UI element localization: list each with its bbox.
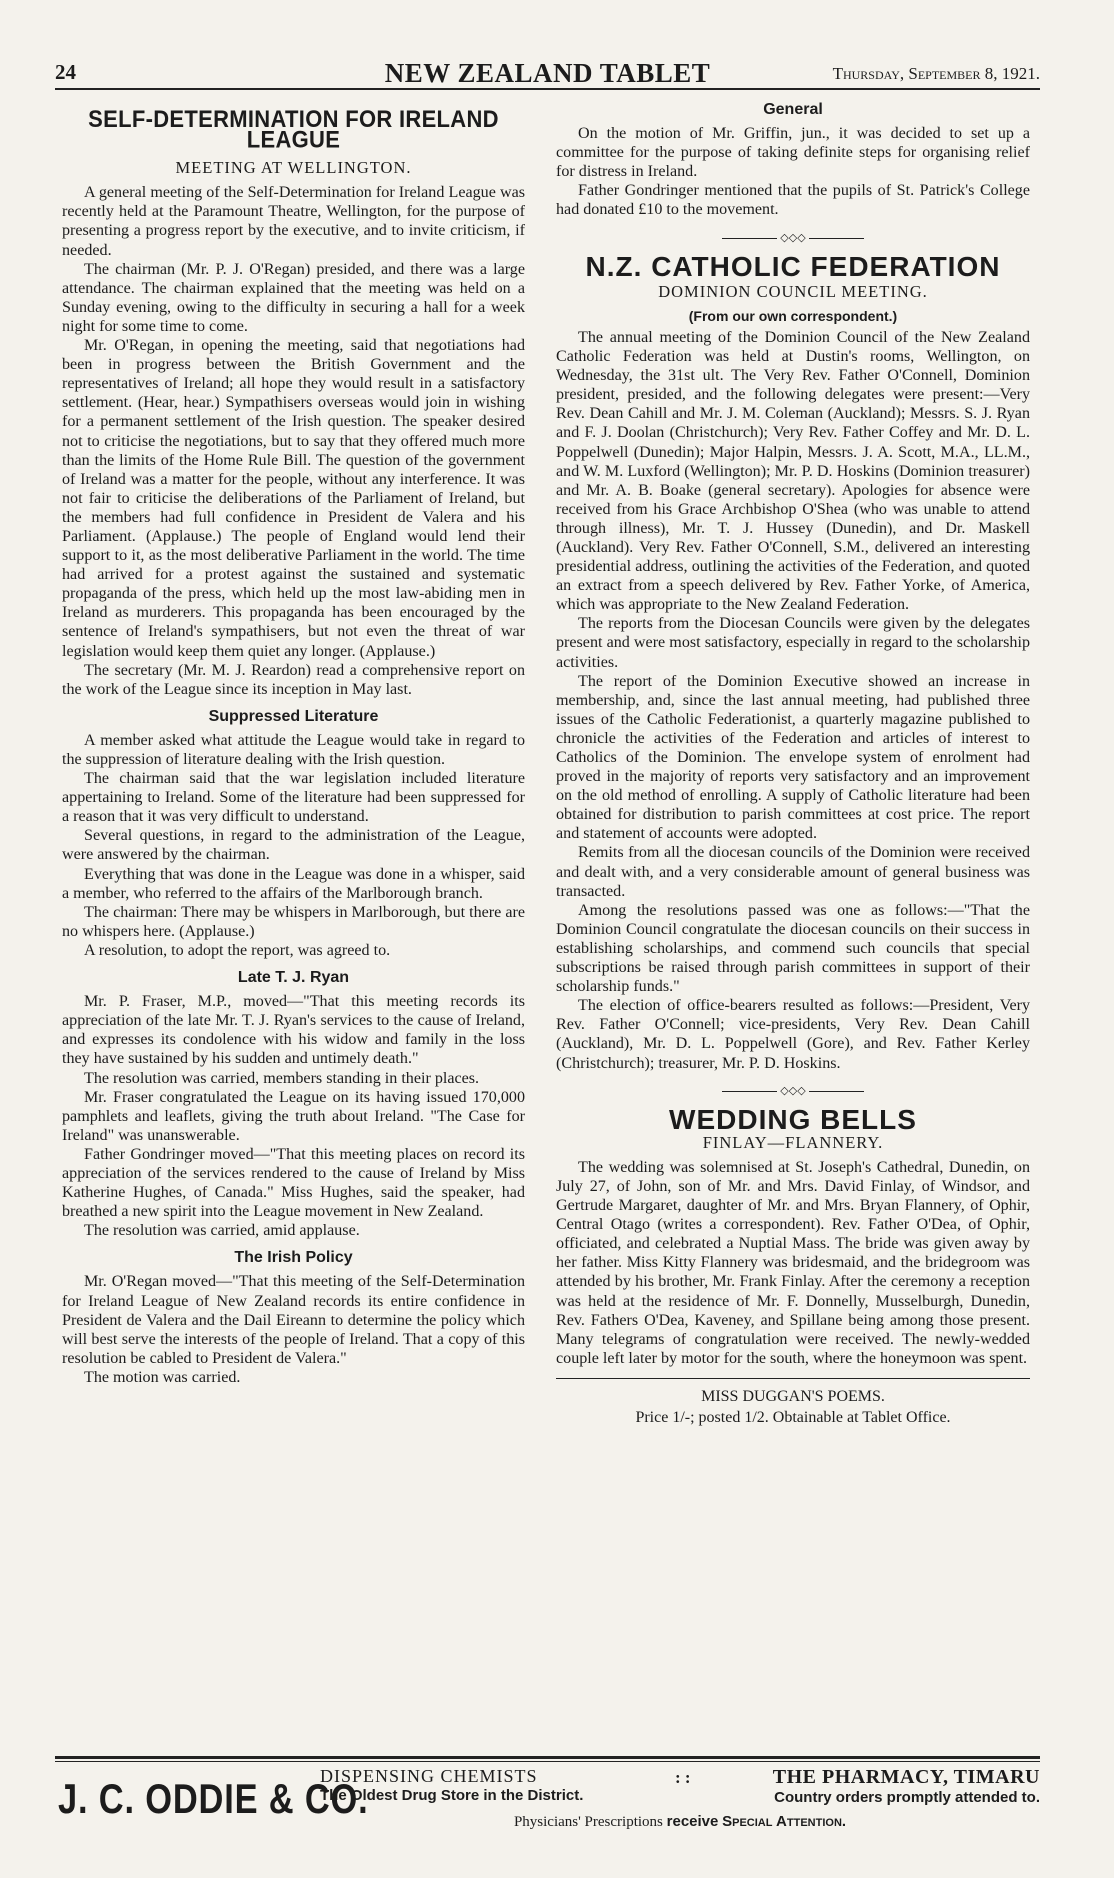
advert-special-attention: Special Attention. [722,1813,847,1830]
self-determination-headline: SELF-DETERMINATION FOR IRELAND LEAGUE [88,104,499,154]
left-column [62,100,525,1387]
right-column [556,100,1030,1427]
article-paragraph: Everything that was done in the League was done in a whisper, said a member, who referred to the affairs of the Marlborough branch. [62,865,525,902]
page-number: 24 [55,60,76,84]
article-paragraph: Mr. O'Regan moved—"That this meeting of the Self-Determination for Ireland League of New Zealand records its entire confidence in President de Valera and the Dail Eireann to determine the policy which will best serve the interests of the people of Ireland. That a copy of this resolution be cabled to President de Valera." [62,1273,525,1367]
section-divider-ornament: ◇◇◇ [556,1082,1030,1101]
article-paragraph: The resolution was carried, amid applause. [84,1222,360,1240]
section-divider-ornament: ◇◇◇ [556,229,1030,248]
advert-top-rule [55,1756,1040,1759]
article-paragraph: The report of the Dominion Executive showed an increase in membership, and, since the last annual meeting, had published three issues of the Catholic Federationist, a quarterly magazine published to chronicle the activities of the Federation and articles of interest to Catholics of the Dominion. The envelope system of enrolment had proved in the majority of reports very satisfactory and an improvement on the old method of enrolling. A supply of Catholic literature had been obtained for distribution to parish committees at cost price. The report and statement of accounts were adopted. [556,672,1030,843]
article-paragraph: The reports from the Diocesan Councils were given by the delegates present and were most satisfactory, especially in regard to the scholarship activities. [556,615,1030,671]
wedding-bells-headline: WEDDING BELLS [669,1103,917,1135]
article-paragraph: The secretary (Mr. M. J. Reardon) read a comprehensive report on the work of the League since its inception in May last. [62,661,525,698]
article-paragraph: Among the resolutions passed was one as follows:—"That the Dominion Council congratulate the diocesan councils on their success in establishing scholarships, and commend such councils that special subscriptions be raised through parish committees in support of their scholarship funds." [556,901,1030,996]
article-paragraph: Mr. P. Fraser, M.P., moved—"That this meeting records its appreciation of the late Mr. T. J. Ryan's services to the cause of Ireland, and expresses its condolence with his widow and family in the loss they have sustained by his sudden and untimely death." [62,993,525,1068]
advert-country-orders: Country orders promptly attended to. [774,1789,1040,1806]
suppressed-literature-heading: Suppressed Literature [208,707,379,725]
poems-notice-price: Price 1/-; posted 1/2. Obtainable at Tablet Office. [635,1409,951,1426]
late-ryan-heading: Late T. J. Ryan [237,969,350,987]
header-rule [55,88,1040,90]
advert-dispensing-chemists: DISPENSING CHEMISTS [320,1766,538,1786]
article-paragraph: A resolution, to adopt the report, was agreed to. [84,941,391,959]
issue-date: Thursday, September 8, 1921. [832,64,1040,83]
article-paragraph: The election of office-bearers resulted as follows:—President, Very Rev. Father O'Connell; vice-presidents, Very Rev. Dean Cahill (Auckland), Mr. D. L. Poppelwell (Gore), and Rev. Father Kerley (Christchurch); treasurer, Mr. P. D. Hoskins. [556,997,1030,1072]
article-paragraph: The resolution was carried, members standing in their places. [84,1069,480,1087]
article-paragraph: Remits from all the diocesan councils of the Dominion were received and dealt with, and a very considerable amount of general business was transacted. [556,844,1030,900]
article-paragraph: On the motion of Mr. Griffin, jun., it was decided to set up a committee for the purpose of taking definite steps for organising relief for distress in Ireland. [556,125,1030,181]
poems-notice-title: MISS DUGGAN'S POEMS. [701,1387,885,1405]
article-paragraph: Father Gondringer mentioned that the pupils of St. Patrick's College had donated £10 to the movement. [556,182,1030,219]
correspondent-note: (From our own correspondent.) [688,307,898,324]
advert-top-rule-thin [55,1761,1040,1762]
article-paragraph: A general meeting of the Self-Determination for Ireland League was recently held at the Paramount Theatre, Wellington, for the purpose of presenting a progress report by the executive, and to invite criticism, if needed. [62,184,525,259]
page-header [55,58,1040,90]
article-paragraph: The chairman (Mr. P. J. O'Regan) presided, and there was a large attendance. The chairman explained that the meeting was held on a Sunday evening, owing to the difficulty in securing a hall for a week night for some time to come. [62,260,525,335]
advert-pharmacy-timaru: THE PHARMACY, TIMARU [772,1766,1040,1788]
irish-policy-heading: The Irish Policy [234,1249,353,1267]
advert-prescriptions: Physicians' Prescriptions [513,1814,663,1830]
article-paragraph: Mr. O'Regan, in opening the meeting, said that negotiations had been in progress between the British Government and the representatives of Ireland; all hope they would result in a satisfactory settlement. (Hear, hear.) Sympathisers overseas would join in wishing for a permanent settlement of the Irish question. The speaker desired not to criticise the negotiations, but to say that they offered much more than the limits of the Home Rule Bill. The question of the government of Ireland was a matter for the people, without any interference. It was not fair to criticise the deliberations of the Parliament of Ireland, but the members had full confidence in President de Valera and his Parliament. (Applause.) The people of England would lend their support to it, as the most deliberative Parliament in the world. The time had arrived for a protest against the sustained and systematic propaganda of the press, which held up the most law-abiding men in Ireland as murderers. This propaganda has been encouraged by the sentence of Ireland's sympathisers, but not even the threat of war legislation would keep them quiet any longer. (Applause.) [62,337,525,660]
notice-rule [556,1378,1030,1379]
advert-middle [320,1766,700,1806]
article-paragraph: The chairman said that the war legislation included literature appertaining to Ireland. Some of the literature had been suppressed for a reason that it was very difficult to understand. [62,770,525,826]
article-paragraph: The chairman: There may be whispers in Marlborough, but there are no whispers here. (Applause.) [62,903,525,940]
advert-oldest-store: The Oldest Drug Store in the District. [320,1787,584,1804]
masthead-title: NEW ZEALAND TABLET [384,58,711,88]
advert-company-name: J. C. ODDIE & CO. [58,1775,369,1822]
article-paragraph: Father Gondringer moved—"That this meeting places on record its appreciation of the services rendered to the cause of Ireland by Miss Katherine Hughes, of Canada." Miss Hughes, said the speaker, had breathed a new spirit into the League movement in New Zealand. [62,1145,525,1221]
advert-receive: receive [666,1813,719,1830]
article-paragraph: The annual meeting of the Dominion Council of the New Zealand Catholic Federation was held at Dustin's rooms, Wellington, on Wednesday, the 31st ult. The Very Rev. Father O'Connell, Dominion president, presided, and the following delegates were present:—Very Rev. Dean Cahill and Mr. J. M. Coleman (Auckland); Messrs. S. J. Ryan and F. J. Doolan (Christchurch); Very Rev. Father Coffey and Mr. D. L. Poppelwell (Dunedin); Major Halpin, Messrs. J. A. Scott, M.A., LL.M., and W. M. Luxford (Wellington); Mr. P. D. Hoskins (Dominion treasurer) and Mr. A. B. Boake (general secretary). Apologies for absence were received from his Grace Archbishop O'Shea (who was unable to attend through illness), Mr. T. J. Hussey (Dunedin), and Dr. Maskell (Auckland). Very Rev. Father O'Connell, S.M., delivered an interesting presidential address, outlining the activities of the Federation, and quoted an extract from a speech delivered by Rev. Father Yorke, of America, which was appropriate to the New Zealand Federation. [556,328,1030,614]
wedding-subhead: FINLAY—FLANNERY. [702,1132,884,1152]
article-paragraph: Several questions, in regard to the administration of the League, were answered by the chairman. [62,827,525,864]
advert-separator: : : [675,1768,691,1787]
article-paragraph: A member asked what attitude the League would take in regard to the suppression of literature dealing with the Irish question. [62,731,525,768]
advert-bottom-line [360,1813,1000,1831]
council-meeting-subhead: DOMINION COUNCIL MEETING. [658,281,928,301]
advert-right [700,1766,1040,1806]
article-paragraph: The motion was carried. [84,1368,241,1386]
article-paragraph: Mr. Fraser congratulated the League on its having issued 170,000 pamphlets and leaflets, giving the truth about Ireland. "The Case for Ireland" was unanswerable. [62,1088,525,1144]
general-heading: General [763,101,823,118]
article-paragraph: The wedding was solemnised at St. Joseph's Cathedral, Dunedin, on July 27, of John, son of Mr. and Mrs. David Finlay, of Windsor, and Gertrude Margaret, daughter of Mr. and Mrs. Bryan Flannery, of Ophir, Central Otago (writes a correspondent). Rev. Father O'Dea, of Ophir, officiated, and celebrated a Nuptial Mass. The bride was given away by her father. Miss Kitty Flannery was bridesmaid, and the bridegroom was attended by his brother, Mr. Frank Finlay. After the ceremony a reception was held at the residence of Mr. F. Donnelly, Musselburgh, Dunedin, Rev. Fathers O'Dea, Kaveney, and Spillane being among those present. Many telegrams of congratulation were received. The newly-wedded couple left later by motor for the south, where the honeymoon was spent. [556,1158,1030,1367]
catholic-federation-headline: N.Z. CATHOLIC FEDERATION [585,250,1001,282]
meeting-subhead: MEETING AT WELLINGTON. [175,158,412,178]
